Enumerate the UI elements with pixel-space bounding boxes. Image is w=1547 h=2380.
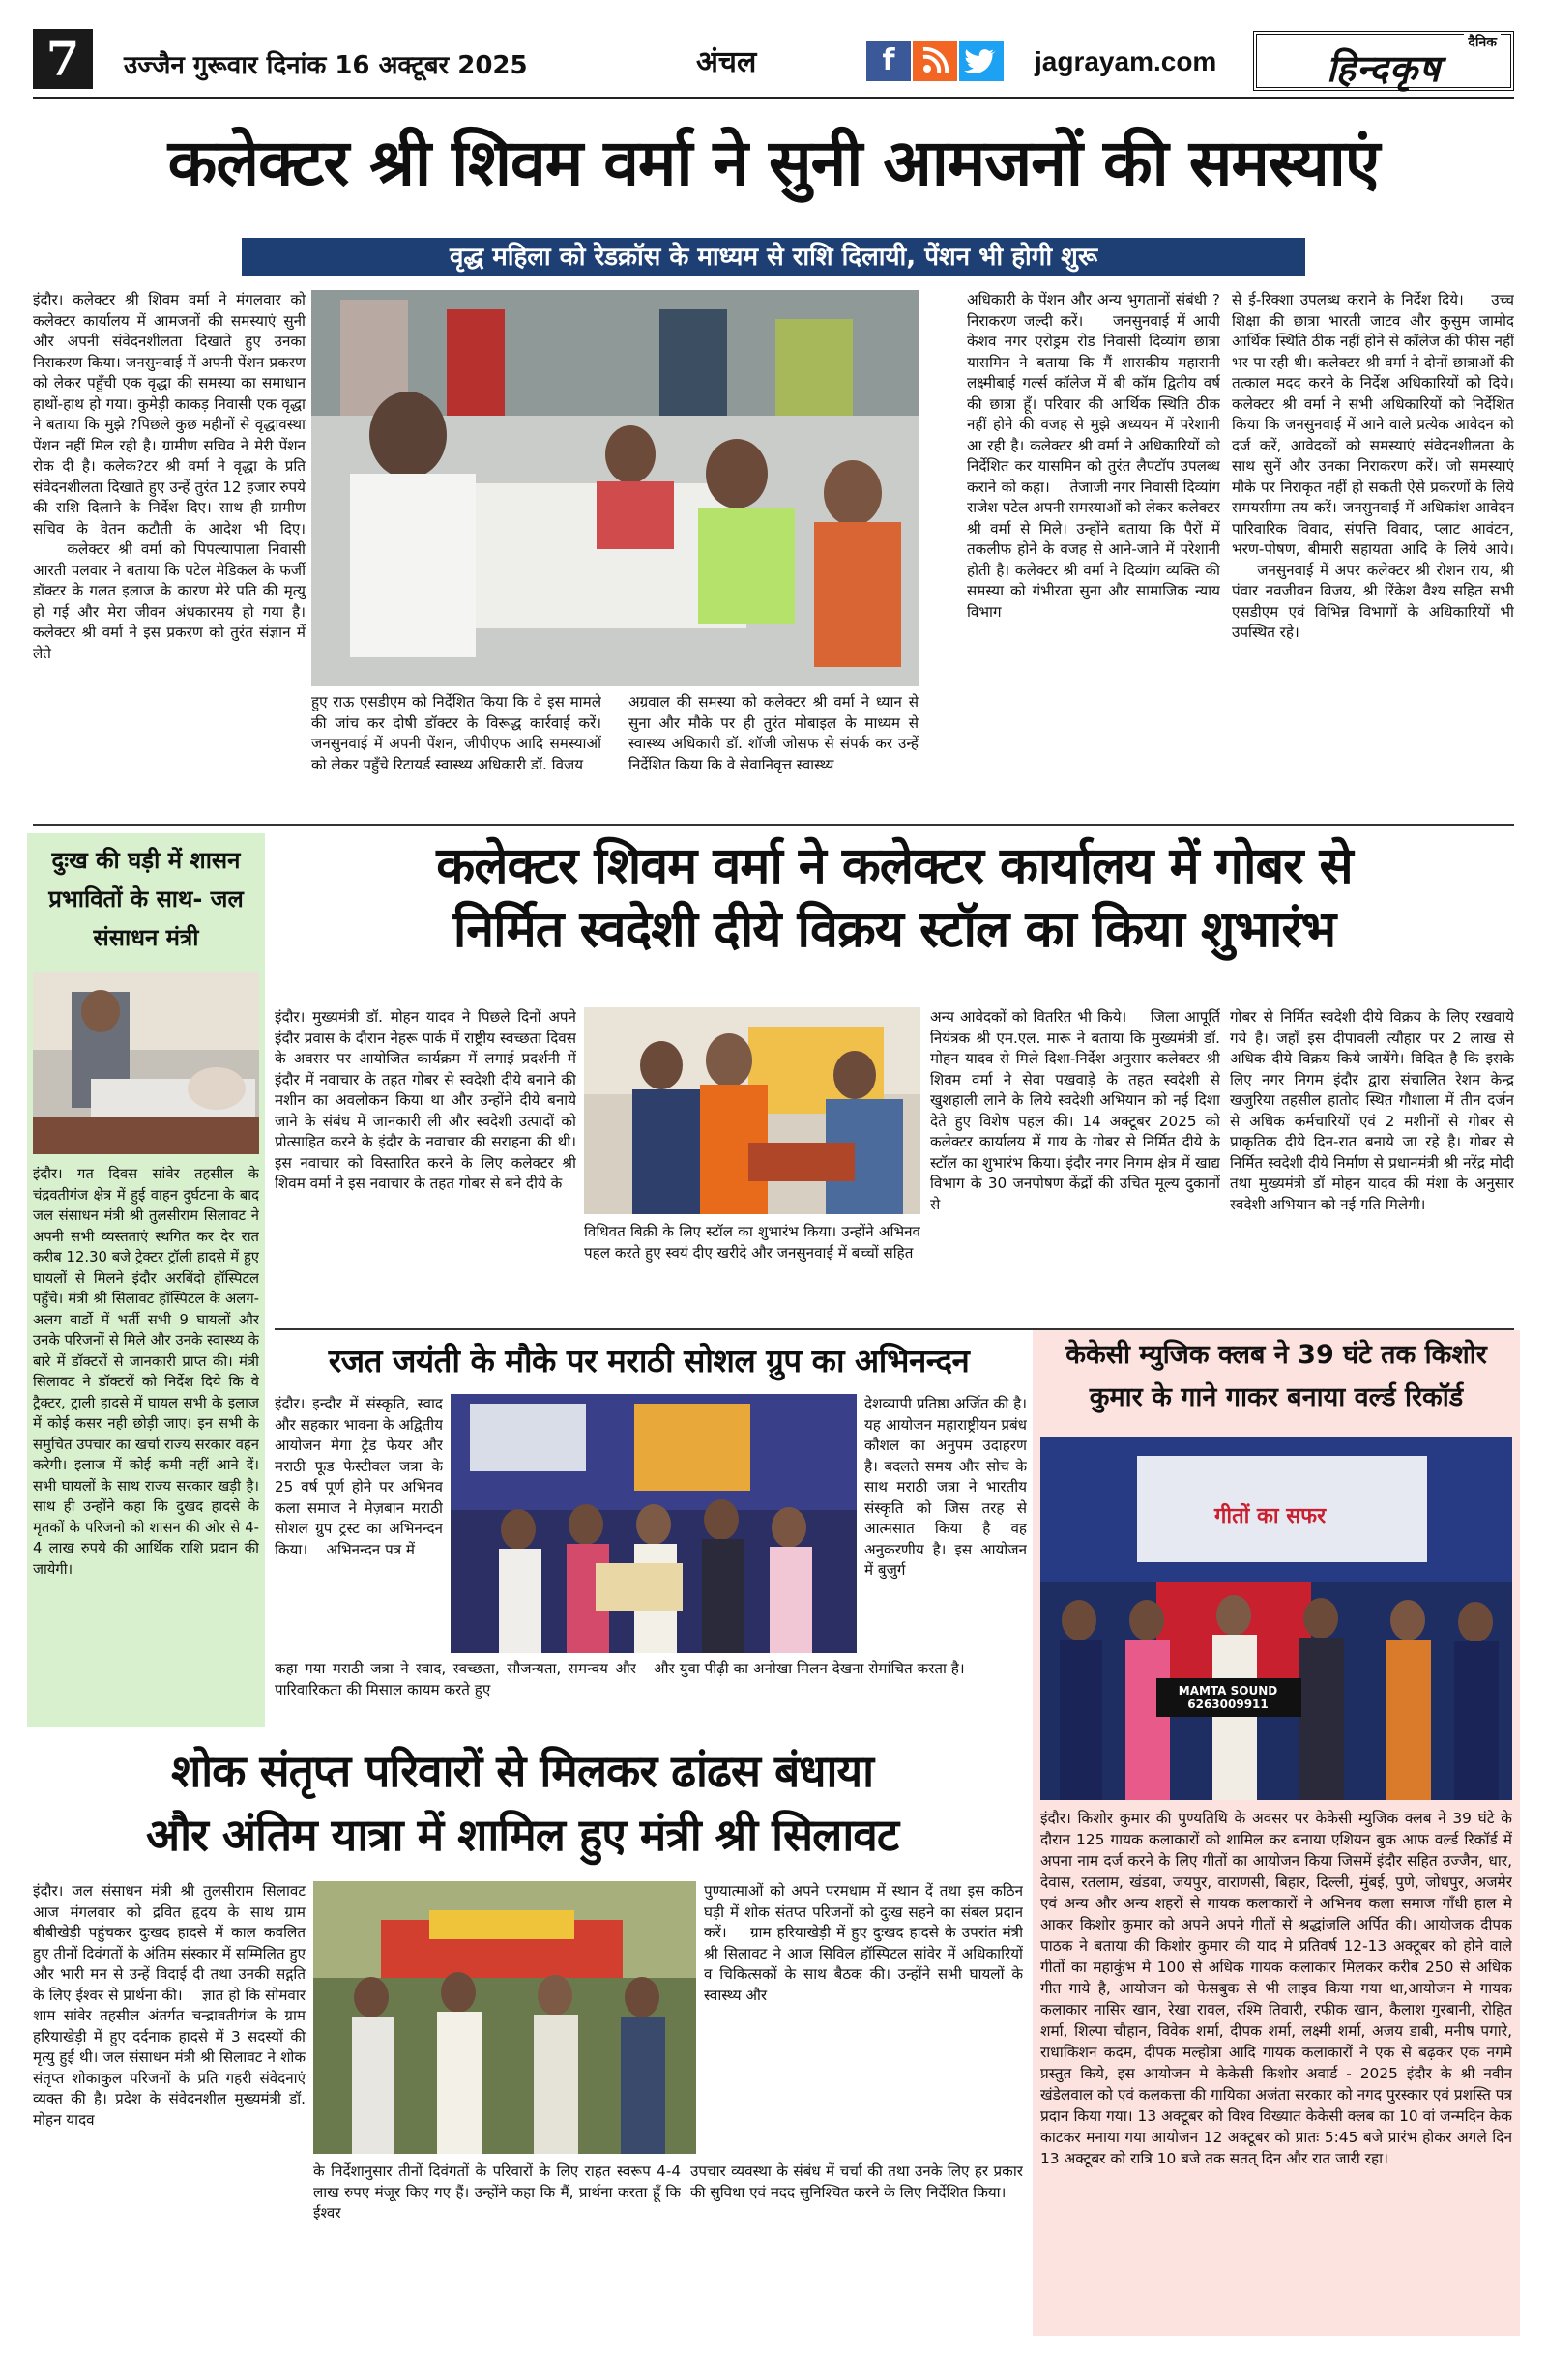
story4-box — [1033, 1330, 1520, 2336]
story2-column-1: इंदौर। मुख्यमंत्री डॉ. मोहन यादव ने पिछले दिनों अपने इंदौर प्रवास के दौरान नेहरू पार्क में राष्ट्रीय स्वच्छता दिवस के अवसर पर आयोजित कार्यक्रम में लगाई प्रदर्शनी में इंदौर में नवाचार के तहत गोबर से स्वदेशी दीये बनाने की मशीन का अवलोकन किया था और उन्होंने दीये बनाये जाने के संबंध में जानकारी ली और स्वदेशी उत्पादों को प्रोत्साहित करने के इंदौर के नवाचार की सराहना की थी। इस नवाचार को विस्तारित करने के लिए कलेक्टर श्री शिवम वर्मा ने इस नवाचार के तहत गोबर से बने दीये के — [275, 1008, 576, 1192]
story2-headline-line1: कलेक्टर शिवम वर्मा ने कलेक्टर कार्यालय में गोबर से — [436, 837, 1353, 895]
story5-column-1: इंदौर। जल संसाधन मंत्री श्री तुलसीराम सिलावट आज मंगलवार को द्रवित हृदय के साथ ग्राम बीबीखेड़ी पहुंचकर दुःखद हादसे में काल कवलित हुए तीनों दिवंगतों के अंतिम संस्कार में सम्मिलित हुए और भारी मन से उन्हें विदाई दी तथा उनकी सद्गति के लिए ईश्वर से प्रार्थना की। ज्ञात हो कि सोमवार शाम सांवेर तहसील अंतर्गत चन्द्रावतीगंज के ग्राम हरियाखेड़ी में हुए दर्दनाक हादसे में 3 सदस्यों की मृत्यु हुई थी। जल संसाधन मंत्री श्री सिलावट ने शोक संतृप्त शोकाकुल परिजनों के प्रति गहरी संवेदनाएं व्यक्त की है। प्रदेश के संवेदनशील मुख्यमंत्री डॉ. मोहन यादव — [33, 1882, 306, 2129]
story5-bottom-left: के निर्देशानुसार तीनों दिवंगतों के परिवारों के लिए राहत स्वरूप 4-4 लाख रुपए मंजूर किए गए हैं। उन्होंने कहा कि मैं, प्रार्थना करता हूँ कि ईश्वर — [313, 2162, 681, 2221]
story3-bottom-right: और युवा पीढ़ी का अनोखा मिलन देखना रोमांचित करता है। — [654, 1660, 965, 1677]
story1-subhead: वृद्ध महिला को रेडक्रॉस के माध्यम से राशि दिलायी, पेंशन भी होगी शुरू — [242, 238, 1305, 276]
logo-title: हिन्दकृष — [1326, 46, 1442, 90]
story4-body: इंदौर। किशोर कुमार की पुण्यतिथि के अवसर पर केकेसी म्युजिक क्लब ने 39 घंटे के दौरान 125 गायक कलाकारों को शामिल कर बनाया एशियन बुक आफ वर्ल्ड रिकॉर्ड में अपना नाम दर्ज करने के लिए गीतों का आयोजन किया जिसमें इंदौर सहित उज्जैन, धार, देवास, रतलाम, खंडवा, जयपुर, वाराणसी, बिहार, दिल्ली, मुंबई, पुणे, जोधपुर, अजमेर एवं अन्य और अन्य शहरों से गायक कलाकारों ने अभिनव कला समाज गाँधी हाल मे आकर किशोर कुमार को अपने अपने गीतों से श्रद्धांजलि अर्पित की। आयोजक दीपक पाठक ने बताया की किशोर कुमार की याद मे प्रतिवर्ष 12-13 अक्टूबर को होने वाले गीतों का महाकुंभ मे 100 से अधिक गायक कलाकार मिलकर करीब 250 से अधिक गीत गाये है, आयोजन को फेसबुक से भी लाइव किया गया था,आयोजन मे गायक कलाकार नासिर खान, रेखा रावल, रश्मि तिवारी, रफीक खान, कैलाश गुरबानी, रोहित शर्मा, शिल्पा चौहान, विवेक शर्मा, दीपक शर्मा, लक्ष्मी शर्मा, अजय डाबी, मनीष पगारे, राधाकिशन कदम, दीपक मल्होत्रा आदि गायक कलाकारों ने एक से बढ़कर एक नगमे प्रस्तुत किये, इस आयोजन मे केकेसी किशोर अवार्ड - 2025 इंदौर के श्री नवीन खंडेलवाल को एवं कलकत्ता की गायिका अजंता सरकार को नगद पुरस्कार एवं प्रशस्ति पत्र प्रदान किया गया। 13 अक्टूबर को विश्व विख्यात केकेसी क्लब का 10 वां जन्मदिन केक काटकर मनाया गया आयोजन 12 अक्टूबर को प्रातः 5:45 बजे प्रारंभ होकर अगले दिन 13 अक्टूबर को रात्रि 10 बजे तक सतत् दिन और रात जारी रहा। — [1040, 1810, 1512, 2167]
story5-headline-line1: शोक संतृप्त परिवारों से मिलकर ढांढस बंधाया — [170, 1745, 874, 1797]
section-name: अंचल — [696, 45, 757, 79]
story5-bottom-right: उपचार व्यवस्था के संबंध में चर्चा की तथा उनके लिए हर प्रकार की सुविधा एवं मदद सुनिश्चित करने के लिए निर्देशित किया। — [690, 2162, 1023, 2201]
story3-photo — [451, 1394, 857, 1653]
story1-column-2: हुए राऊ एसडीएम को निर्देशित किया कि वे इस मामले की जांच कर दोषी डॉक्टर के विरूद्ध कार्रवाई करें। जनसुनवाई में अपनी पेंशन, जीपीएफ आदि समस्याओं को लेकर पहुँचे रिटायर्ड स्वास्थ्य अधिकारी डॉ. विजय — [311, 693, 601, 773]
story1-headline: कलेक्टर श्री शिवम वर्मा ने सुनी आमजनों की समस्याएं — [167, 126, 1380, 200]
newspaper-logo — [1253, 31, 1514, 91]
story2-column-3: अन्य आवेदकों को वितरित भी किये। जिला आपूर्ति नियंत्रक श्री एम.एल. मारू ने बताया कि मुख्यमंत्री डॉ. मोहन यादव से मिले दिशा-निर्देश अनुसार कलेक्टर श्री शिवम वर्मा ने सेवा पखवाड़े के तहत स्वदेशी से खुशहाली लाने के लिये स्वदेशी अभियान को नई दिशा देते हुए विशेष पहल की। 14 अक्टूबर 2025 को कलेक्टर कार्यालय में गाय के गोबर से निर्मित दीये के स्टॉल का शुभारंभ किया। इंदौर नगर निगम क्षेत्र में खाद्य विभाग के 30 जनपोषण केंद्रों की उचित मूल्य दुकानों से — [930, 1008, 1220, 1213]
story1-column-5: से ई-रिक्शा उपलब्ध कराने के निर्देश दिये। उच्च शिक्षा की छात्रा भारती जाटव और कुसुम जामोद आर्थिक स्थिति ठीक नहीं होने से कॉलेज की फीस नहीं भर पा रही थी। कलेक्टर श्री वर्मा ने दोनों छात्राओं की तत्काल मदद करने के निर्देश अधिकारियों को दिये। कलेक्टर श्री वर्मा ने सभी अधिकारियों को निर्देशित किया कि जनसुनवाई में आने वाले प्रत्येक आवेदन को दर्ज करें, आवेदकों को समस्याएं संवेदनशीलता के साथ सुनें और उनका निराकरण करें। जो समस्याएं मौके पर निराकृत नहीं हो सकती ऐसे प्रकरणों के लिये समयसीमा तय करें। जनसुनवाई में अधिकांश आवेदन पारिवारिक विवाद, संपत्ति विवाद, प्लाट आवंटन, भरण-पोषण, बीमारी सहायता आदि के लिये आये। जनसुनवाई में अपर कलेक्टर श्री रोशन राय, श्री पंवार नवजीवन विजय, श्री रिंकेश वैश्य सहित सभी एसडीएम एवं विभिन्न विभागों के अधिकारियों भी उपस्थित रहे। — [1232, 291, 1514, 641]
logo-subtitle: दैनिक — [1464, 33, 1501, 51]
story4-title: केकेसी म्युजिक क्लब ने 39 घंटे तक किशोर कुमार के गाने गाकर बनाया वर्ल्ड रिकॉर्ड — [1065, 1340, 1487, 1412]
twitter-icon[interactable] — [959, 41, 1004, 81]
sidebar-photo — [33, 972, 259, 1154]
story5-photo — [313, 1881, 696, 2154]
story3-column-1: इंदौर। इन्दौर में संस्कृति, स्वाद और सहकार भावना के अद्वितीय आयोजन मेगा ट्रेड फेयर और मराठी फूड फेस्टीवल जत्रा के 25 वर्ष पूर्ण होने पर अभिनव कला समाज ने मेज़बान मराठी सोशल ग्रुप ट्रस्ट का अभिनन्दन किया। अभिनन्दन पत्र में — [275, 1395, 443, 1558]
story3-column-3: देशव्यापी प्रतिष्ठा अर्जित की है। यह आयोजन महाराष्ट्रीयन प्रबंध कौशल का अनुपम उदाहरण है। बदलते समय और सोच के साथ मराठी जत्रा ने भारतीय संस्कृति को जिस तरह से आत्मसात किया है वह अनुकरणीय है। इस आयोजन में बुजुर्ग — [864, 1395, 1027, 1579]
story2-headline-line2: निर्मित स्वदेशी दीये विक्रय स्टॉल का किया शुभारंभ — [452, 901, 1336, 959]
sidebar-body: इंदौर। गत दिवस सांवेर तहसील के चंद्रवतीगंज क्षेत्र में हुई वाहन दुर्घटना के बाद जल संसाधन मंत्री श्री तुलसीराम सिलावट ने अपनी सभी व्यस्तताएं स्थगित कर देर रात करीब 12.30 बजे ट्रेक्टर ट्रॉली हादसे में हुए घायलों से मिलने इंदौर अरबिंदो हॉस्पिटल पहुँचे। मंत्री श्री सिलावट हॉस्पिटल के अलग-अलग वार्डो में भर्ती सभी 9 घायलों और उनके परिजनों से मिले और उनके स्वास्थ्य के बारे में डॉक्टरों से जानकारी प्राप्त की। मंत्री सिलावट ने डॉक्टरों को निर्देश दिये कि वे ट्रैक्टर, ट्राली हादसे में घायल सभी के इलाज में कोई कसर नही छोड़ी जाए। इन सभी के समुचित उपचार का खर्चा राज्य सरकार वहन करेगी। इलाज में कोई कमी नहीं आने दें। सभी घायलों के साथ राज्य सरकार खड़ी है। साथ ही उन्होंने कहा कि दुखद हादसे के मृतकों के परिजनो को शासन की ओर से 4- 4 लाख रुपये की आर्थिक राशि प्रदान की जायेगी। — [33, 1166, 259, 1578]
rss-icon[interactable] — [913, 41, 957, 81]
website-url[interactable]: jagrayam.com — [1035, 46, 1217, 76]
sidebar-box — [27, 833, 265, 1727]
story2-column-4: गोबर से निर्मित स्वदेशी दीये विक्रय के लिए रखवाये गये है। जहाँ इस दीपावली त्यौहार पर 2 लाख से अधिक दीये विक्रय किये जायेंगे। विदित है कि इसके लिए नगर निगम इंदौर द्वारा संचालित रेशम केन्द्र खजुरिया तहसील हातोद स्थित गौशाला में तीन दर्जन से अधिक कर्मचारियों एवं 2 मशीनों से गोबर से प्राकृतिक दीये दिन-रात बनाये जा रहे है। गोबर से निर्मित स्वदेशी दीये निर्माण से प्रधानमंत्री श्री नरेंद्र मोदी तथा मुख्यमंत्री डॉ मोहन यादव की मंशा के अनुसार स्वदेशी अभियान को नई गति मिलेगी। — [1230, 1008, 1514, 1213]
page-number: 7 — [33, 29, 93, 89]
story5-column-3: पुण्यात्माओं को अपने परमधाम में स्थान दें तथा इस कठिन घड़ी में शोक संतप्त परिजनों को दुःख सहने का संबल प्रदान करें। ग्राम हरियाखेड़ी में हुए दुःखद हादसे के उपरांत मंत्री श्री सिलावट ने आज सिविल हॉस्पिटल सांवेर में अधिकारियों व चिकित्सकों के साथ बैठक की। उन्होंने सभी घायलों के स्वास्थ्य और — [704, 1882, 1023, 2004]
sidebar-title: दुःख की घड़ी में शासन प्रभावितों के साथ- जल संसाधन मंत्री — [48, 847, 244, 951]
story1-column-3: अग्रवाल की समस्या को कलेक्टर श्री वर्मा ने ध्यान से सुना और मौके पर ही तुरंत मोबाइल के माध्यम से स्वास्थ्य अधिकारी डॉ. शॉजी जोसफ से संपर्क कर उन्हें निर्देशित किया कि वे सेवानिवृत्त स्वास्थ्य — [628, 693, 919, 773]
story4-photo-banner: गीतों का सफर — [1214, 1504, 1327, 1528]
story3-headline: रजत जयंती के मौके पर मराठी सोशल ग्रुप का अभिनन्दन — [328, 1342, 970, 1379]
story3-bottom-left: कहा गया मराठी जत्रा ने स्वाद, स्वच्छता, सौजन्यता, समन्वय और पारिवारिकता की मिसाल कायम करते हुए — [275, 1660, 636, 1698]
story4-photo-sign: MAMTA SOUND 6263009911 — [1178, 1684, 1278, 1711]
story4-photo — [1040, 1437, 1512, 1800]
story2-photo — [584, 1007, 920, 1214]
masthead — [33, 29, 1514, 99]
story5-headline-line2: और अंतिम यात्रा में शामिल हुए मंत्री श्री सिलावट — [145, 1809, 899, 1861]
story2-column-2: विधिवत बिक्री के लिए स्टॉल का शुभारंभ किया। उन्होंने अभिनव पहल करते हुए स्वयं दीए खरीदे और जनसुनवाई में बच्चों सहित — [584, 1223, 920, 1262]
divider — [33, 824, 1514, 826]
story1-photo — [311, 290, 919, 686]
story1-column-1: इंदौर। कलेक्टर श्री शिवम वर्मा ने मंगलवार को कलेक्टर कार्यालय में आमजनों की समस्याएं सुनी और अपनी संवेदनशीलता दिखाते हुए उनका निराकरण किया। जनसुनवाई में अपनी पेंशन प्रकरण को लेकर पहुँची एक वृद्धा की समस्या का समाधान हाथों-हाथ हो गया। कुमेड़ी काकड़ निवासी एक वृद्धा ने बताया कि मुझे ?पिछले कुछ महीनों से वृद्धावस्था पेंशन नहीं मिल रही है। ग्रामीण सचिव ने मेरी पेंशन रोक दी है। कलेक?टर श्री वर्मा ने वृद्धा के प्रति संवेदनशीलता दिखाते हुए उन्हें तुरंत 12 हजार रुपये की राशि दिलाने के निर्देश दिए। साथ ही ग्रामीण सचिव के वेतन कटौती के आदेश भी दिए। कलेक्टर श्री वर्मा को पिपल्यापाला निवासी आरती पलवार ने बताया कि पटेल मेडिकल के फर्जी डॉक्टर के गलत इलाज के कारण मेरे पति की मृत्यु हो गई और मेरा जीवन अंधकारमय हो गया है। कलेक्टर श्री वर्मा ने इस प्रकरण को तुरंत संज्ञान में लेते — [33, 291, 306, 662]
story1-column-4: अधिकारी के पेंशन और अन्य भुगतानों संबंधी ?निराकरण जल्दी करें। जनसुनवाई में आयी केशव नगर एरोड्रम रोड निवासी दिव्यांग छात्रा यासमिन ने बताया कि मैं शासकीय महारानी लक्ष्मीबाई गर्ल्स कॉलेज में बी कॉम द्वितीय वर्ष की छात्रा हूँ। परिवार की आर्थिक स्थिति ठीक नहीं होने की वजह से मुझे अध्ययन में परेशानी आ रही है। कलेक्टर श्री वर्मा ने अधिकारियों को निर्देशित कर यासमिन को तुरंत लैपटॉप उपलब्ध कराने को कहा। तेजाजी नगर निवासी दिव्यांग राजेश पटेल अपनी समस्याओं को लेकर कलेक्टर श्री वर्मा से मिले। उन्होंने बताया कि पैरों में तकलीफ होने के वजह से आने-जाने में परेशानी होती है। कलेक्टर श्री वर्मा ने दिव्यांग व्यक्ति की समस्या को गंभीरता सुना और सामाजिक न्याय विभाग — [967, 291, 1220, 621]
dateline: उज्जैन गुरूवार दिनांक 16 अक्टूबर 2025 — [124, 51, 528, 80]
facebook-icon[interactable]: f — [866, 41, 911, 81]
